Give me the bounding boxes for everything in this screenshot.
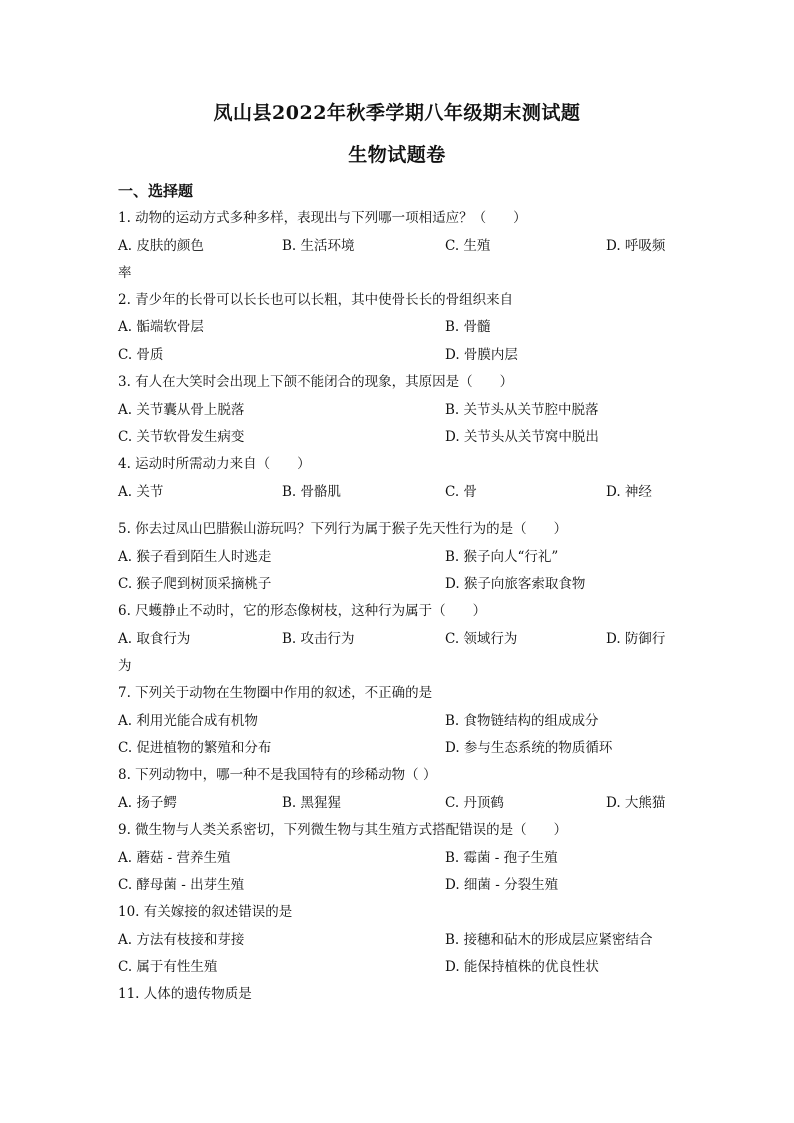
question-7-stem: 7. 下列关于动物在生物圈中作用的叙述，不正确的是 (118, 685, 433, 701)
question-3-stem: 3. 有人在大笑时会出现上下颌不能闭合的现象，其原因是（ ） (118, 374, 514, 390)
question-3-option-c: C. 关节软骨发生病变 (118, 429, 245, 445)
question-7-option-a: A. 利用光能合成有机物 (118, 713, 258, 729)
question-5-option-d: D. 猴子向旅客索取食物 (445, 576, 586, 592)
question-6-option-d-wrap: 为 (118, 658, 132, 674)
question-2-stem: 2. 青少年的长骨可以长长也可以长粗，其中使骨长长的骨组织来自 (118, 292, 514, 308)
question-10-option-a: A. 方法有枝接和芽接 (118, 932, 245, 948)
question-10-option-d: D. 能保持植株的优良性状 (445, 959, 599, 975)
question-5-option-b: B. 猴子向人“行礼” (445, 549, 559, 565)
question-7-option-d: D. 参与生态系统的物质循环 (445, 740, 613, 756)
question-9-option-d: D. 细菌 - 分裂生殖 (445, 877, 559, 893)
exam-subtitle: 生物试题卷 (348, 144, 446, 166)
question-10-option-b: B. 接穗和砧木的形成层应紧密结合 (445, 932, 653, 948)
question-10-option-c: C. 属于有性生殖 (118, 959, 218, 975)
question-8-option-a: A. 扬子鳄 (118, 795, 177, 811)
question-6-stem: 6. 尺蠖静止不动时，它的形态像树枝，这种行为属于（ ） (118, 603, 487, 619)
question-1-option-a: A. 皮肤的颜色 (118, 238, 204, 254)
question-2-option-a: A. 骺端软骨层 (118, 319, 204, 335)
question-4-option-a: A. 关节 (118, 484, 164, 500)
question-9-stem: 9. 微生物与人类关系密切，下列微生物与其生殖方式搭配错误的是（ ） (118, 822, 568, 838)
question-3-option-d: D. 关节头从关节窝中脱出 (445, 429, 599, 445)
question-9-option-b: B. 霉菌 - 孢子生殖 (445, 850, 558, 866)
question-1-stem: 1. 动物的运动方式多种多样，表现出与下列哪一项相适应？（ ） (118, 210, 527, 226)
question-1-option-d: D. 呼吸频 (606, 238, 666, 254)
question-11-stem: 11. 人体的遗传物质是 (118, 986, 252, 1002)
question-3-option-a: A. 关节囊从骨上脱落 (118, 402, 245, 418)
question-5-option-c: C. 猴子爬到树顶采摘桃子 (118, 576, 272, 592)
question-6-option-d: D. 防御行 (606, 631, 666, 647)
question-9-option-c: C. 酵母菌 - 出芽生殖 (118, 877, 245, 893)
question-4-option-d: D. 神经 (606, 484, 652, 500)
question-6-option-c: C. 领域行为 (445, 631, 518, 647)
question-2-option-c: C. 骨质 (118, 347, 164, 363)
question-2-option-b: B. 骨髓 (445, 319, 491, 335)
exam-title: 凤山县2022年秋季学期八年级期末测试题 (213, 102, 581, 124)
question-4-stem: 4. 运动时所需动力来自（ ） (118, 456, 311, 472)
question-1-option-b: B. 生活环境 (282, 238, 355, 254)
question-8-option-b: B. 黑猩猩 (282, 795, 342, 811)
question-9-option-a: A. 蘑菇 - 营养生殖 (118, 850, 231, 866)
question-6-option-b: B. 攻击行为 (282, 631, 355, 647)
question-8-stem: 8. 下列动物中，哪一种不是我国特有的珍稀动物（ ） (118, 767, 437, 783)
question-4-option-c: C. 骨 (445, 484, 477, 500)
question-5-option-a: A. 猴子看到陌生人时逃走 (118, 549, 272, 565)
question-7-option-c: C. 促进植物的繁殖和分布 (118, 740, 272, 756)
question-8-option-c: C. 丹顶鹤 (445, 795, 504, 811)
question-7-option-b: B. 食物链结构的组成成分 (445, 713, 599, 729)
question-6-option-a: A. 取食行为 (118, 631, 191, 647)
question-1-option-c: C. 生殖 (445, 238, 491, 254)
question-1-option-d-wrap: 率 (118, 265, 132, 281)
section-heading: 一、选择题 (118, 182, 194, 200)
question-2-option-d: D. 骨膜内层 (445, 347, 518, 363)
question-8-option-d: D. 大熊猫 (606, 795, 666, 811)
question-5-stem: 5. 你去过凤山巴腊猴山游玩吗？下列行为属于猴子先天性行为的是（ ） (118, 521, 568, 537)
question-3-option-b: B. 关节头从关节腔中脱落 (445, 402, 599, 418)
question-4-option-b: B. 骨骼肌 (282, 484, 342, 500)
question-10-stem: 10. 有关嫁接的叙述错误的是 (118, 904, 293, 920)
